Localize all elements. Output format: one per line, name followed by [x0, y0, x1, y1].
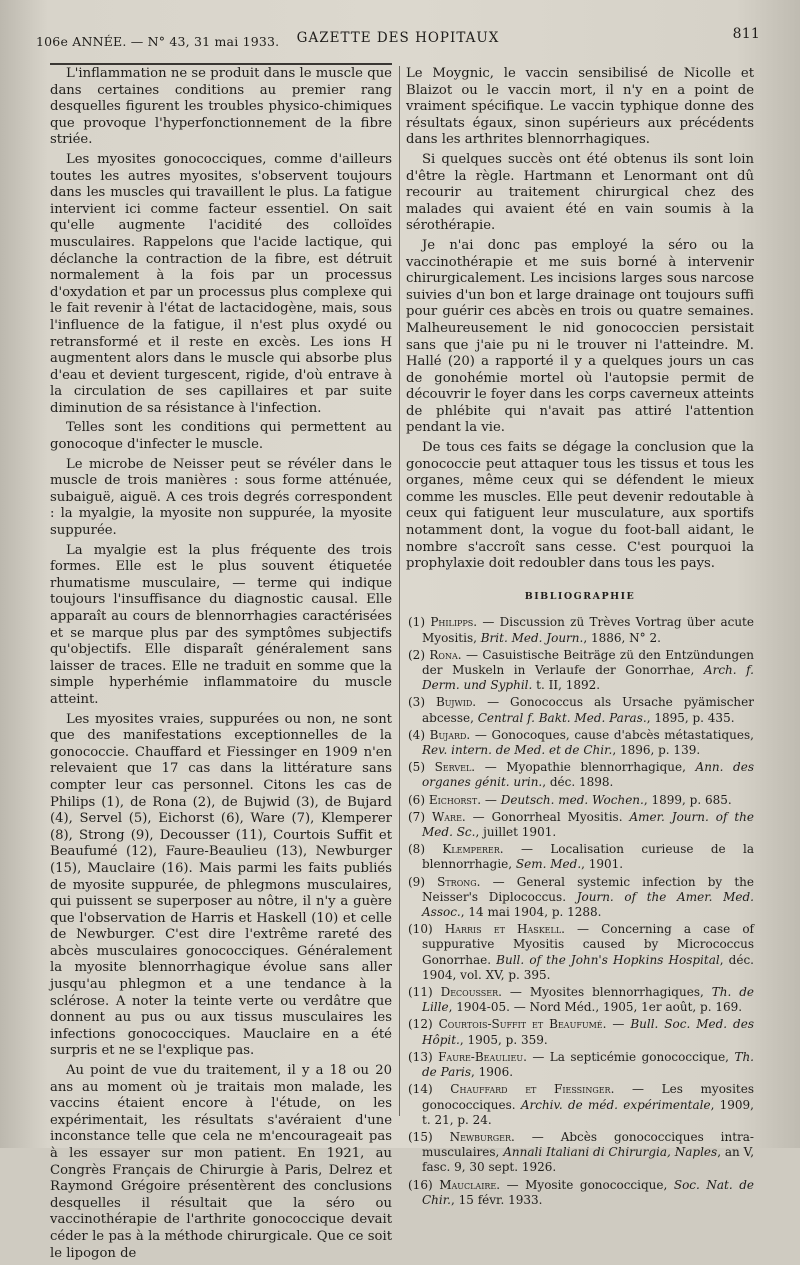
ref-source: Bull. of the John's Hopkins Hospital [496, 952, 720, 967]
ref-number: (4) [408, 727, 425, 742]
ref-author: Ware. [431, 809, 466, 824]
ref-tail: , 1905, p. 359. [459, 1032, 548, 1047]
ref-tail: , 1909, t. 21, p. 24. [422, 1097, 755, 1127]
bibliography-entry [406, 842, 754, 872]
ref-text: — Myosites blennorrhagiques, [501, 985, 712, 1000]
bibliography-entry [406, 728, 754, 758]
bibliography-entry [406, 1017, 754, 1047]
ref-source: Soc. Nat. de Chir. [422, 1177, 754, 1207]
ref-text: — Myosite gonococcique, [500, 1177, 674, 1192]
ref-source: Brit. Med. Journ. [480, 630, 584, 645]
ref-author: Chauffard et Fiessinger. [450, 1082, 615, 1097]
ref-text: — Abcès gonococciques intra-musculaires, [422, 1129, 754, 1160]
bibliography-entry [406, 922, 754, 983]
ref-author: Rona. [429, 647, 462, 662]
column-divider [399, 66, 400, 1116]
ref-number: (15) [408, 1129, 433, 1144]
header-rule [50, 63, 392, 65]
ref-author: Bujard. [429, 727, 471, 742]
ref-text: — La septicémie gonococcique, [526, 1049, 735, 1064]
ref-text: — Localisation curieuse de la blennorrhagie, [422, 842, 754, 872]
ref-tail: , 1896, p. 139. [612, 743, 701, 758]
bibliography-entry [406, 810, 754, 840]
ref-number: (3) [408, 695, 425, 710]
paragraph: Si quelques succès ont été obtenus ils sont loin d'être la règle. Hartmann et Lenormant ont dû recourir au traitement chirurgical chez des malades qui avaient été en vain soumis à la sérothérapie. [406, 151, 754, 234]
ref-tail: , déc. 1904, vol. XV, p. 395. [422, 952, 754, 982]
bibliography-entry [406, 793, 754, 808]
paragraph: La myalgie est la plus fréquente des trois formes. Elle est le plus souvent étiquetée rhumatisme musculaire, — terme qui indique toujours l'insuffisance du diagnostic causal. Elle apparaît au cours de blennorrhagies caractérisées et se marque plus par des symptômes subjectifs qu'objectifs. Elle disparaît généralement sans laisser de traces. Elle ne traduit en somme que la simple hyperhémie inflammatoire du muscle atteint. [50, 542, 392, 707]
bibliography-entry [406, 875, 754, 921]
page-number: 811 [732, 26, 760, 42]
ref-number: (13) [408, 1049, 433, 1064]
ref-author: Philipps. [430, 615, 478, 630]
ref-text: — [481, 792, 501, 807]
issue-info: 106e ANNÉE. — N° 43, 31 mai 1933. [36, 34, 280, 49]
ref-author: Harris et Haskell. [444, 922, 565, 937]
ref-number: (5) [408, 760, 425, 775]
ref-source: Amer. Journ. of the Med. Sc. [422, 809, 754, 840]
paragraph: Les myosites vraies, suppurées ou non, ne sont que des manifestations exceptionnelles de la gonococcie. Chauffard et Fiessinger en 1909 n'en relevaient que 17 cas dans la littérature sans compter leur cas personnel. Citons les cas de Philips (1), de Rona (2), de Bujwid (3), de Bujard (4), Servel (5), Eichorst (6), Ware (7), Klemperer (8), Strong (9), Decousser (11), Courtois Suffit et Beaufumé (12), Faure-Beaulieu (13), Newburger (15), Mauclaire (16). Mais parmi les faits publiés de myosite suppurée, de phlegmons musculaires, qui puissent se superposer au nôtre, il n'y a guère que l'observation de Harris et Haskell (10) et celle de Newburger. C'est dire l'extrême rareté des abcès musculaires gonococciques. Généralement la myosite blennorrhagique évolue sans aller jusqu'au phlegmon et a une tendance à la sclérose. A noter la teinte verte ou verdâtre que donnent au pus ou aux tissus musculaires les infections gonococciques. Mauclaire en a été surpris et ne se l'explique pas. [50, 711, 392, 1059]
ref-tail: , 15 févr. 1933. [450, 1192, 543, 1207]
paragraph: Les myosites gonococciques, comme d'ailleurs toutes les autres myosites, s'observent toujours dans les muscles qui travaillent le plus. La fatigue intervient ici comme facteur essentiel. On sait qu'elle augmente l'acidité des colloïdes musculaires. Rappelons que l'acide lactique, qui déclanche la contraction de la fibre, est détruit normalement à la fois par un processus d'oxydation et par un processus plus complexe qui le fait revenir à l'état de lactacidogène, mais, sous l'influence de la fatigue, il n'est plus oxydé ou retransformé et il reste en excès. Les ions H augmentent alors dans le muscle qui absorbe plus d'eau et devient turgescent, rigide, d'où entrave à la circulation de ses capillaires et par suite diminution de sa résistance à l'infection. [50, 151, 392, 416]
ref-source: Sem. Med. [515, 857, 582, 872]
bibliography-list [406, 615, 754, 1208]
bibliography-entry [406, 695, 754, 725]
ref-number: (7) [408, 809, 425, 824]
ref-tail: , déc. 1898. [542, 775, 614, 790]
journal-title: GAZETTE DES HOPITAUX [296, 30, 500, 46]
paragraph: Telles sont les conditions qui permettent au gonocoque d'infecter le muscle. [50, 420, 392, 453]
ref-author: Bujwid. [435, 695, 477, 710]
ref-text: — Gonococcus als Ursache pyämischer abcesse, [422, 695, 754, 725]
ref-number: (11) [408, 985, 433, 1000]
bibliography-entry [406, 648, 754, 694]
ref-tail: , 1899, p. 685. [643, 792, 732, 807]
bibliography-entry [406, 1082, 754, 1128]
right-column [406, 66, 754, 1210]
ref-tail: t. II, 1892. [532, 678, 601, 693]
ref-text: — Concerning a case of suppurative Myositis caused by Micrococcus Gonorrhae. [422, 922, 754, 967]
bibliography-entry [406, 1178, 754, 1208]
paragraph: L'inflammation ne se produit dans le muscle que dans certaines conditions au premier rang desquelles figurent les troubles physico-chimiques que provoque l'hyperfonctionnement de la fibre striée. [50, 66, 392, 148]
ref-text: — Casuistische Beiträge zü den Entzündungen der Muskeln in Verlaufe der Gonorrhae, [422, 647, 754, 678]
ref-author: Eichorst. [428, 792, 482, 807]
paragraph: De tous ces faits se dégage la conclusion que la gonococcie peut attaquer tous les tissus et tous les organes, même ceux qui se défendent le mieux comme les muscles. Elle peut devenir redoutable à ceux qui fatiguent leur musculature, aux sportifs notamment dont, la vogue du foot-ball aidant, le nombre s'accroît sans cesse. C'est pourquoi la prophylaxie doit redoubler dans tous les pays. [406, 440, 754, 572]
ref-number: (14) [408, 1082, 433, 1097]
ref-number: (16) [408, 1177, 433, 1192]
ref-author: Courtois-Suffit et Beaufumé. [438, 1017, 607, 1032]
ref-text: — [606, 1017, 631, 1032]
bibliography-entry [406, 1050, 754, 1080]
ref-author: Newburger. [449, 1129, 515, 1144]
running-header [36, 26, 760, 54]
ref-number: (9) [408, 874, 425, 889]
ref-source: Rev. intern. de Med. et de Chir. [422, 743, 613, 758]
ref-tail: , 1901. [581, 857, 624, 872]
ref-tail: , juillet 1901. [475, 825, 557, 840]
ref-author: Decousser. [440, 985, 502, 1000]
ref-source: Th. de Lille [422, 985, 754, 1015]
ref-text: — Discussion zü Trèves Vortrag über acute Myositis, [422, 615, 754, 645]
bibliography-title: BIBLIOGRAPHIE [524, 590, 636, 602]
ref-source: Bull. Soc. Med. des Hôpit. [422, 1017, 754, 1047]
ref-source: Th. de Paris [422, 1049, 754, 1080]
ref-text: — Gonocoques, cause d'abcès métastatiques, [470, 727, 754, 742]
ref-author: Klemperer. [442, 842, 504, 857]
paragraph: Le Moygnic, le vaccin sensibilisé de Nicolle et Blaizot ou le vaccin mort, il n'y en a point de vraiment spécifique. Le vaccin typhique donne des résultats égaux, sinon supérieurs aux précédents dans les arthrites blennorrhagiques. [406, 66, 754, 148]
ref-source: Arch. f. Derm. und Syphil. [422, 663, 754, 693]
ref-number: (8) [408, 842, 425, 857]
ref-tail: , 1886, N° 2. [583, 630, 661, 645]
ref-number: (6) [408, 792, 425, 807]
ref-author: Strong. [437, 874, 481, 889]
ref-tail: , 1904-05. — Nord Méd., 1905, 1er août, p. 169. [448, 1000, 743, 1015]
paragraph: Au point de vue du traitement, il y a 18 ou 20 ans au moment où je traitais mon malade, les vaccins étaient encore à l'étude, on les expérimentait, les résultats s'avéraient d'une inconstance telle que cela ne m'encourageait pas à les essayer sur mon patient. En 1921, au Congrès Français de Chirurgie à Paris, Delrez et Raymond Grégoire présentèrent des conclusions desquelles il résultait que la séro ou vaccinothérapie de l'arthrite gonococcique devait céder le pas à la méthode chirurgicale. Que ce soit le lipogon de [50, 1063, 392, 1261]
ref-source: Archiv. de méd. expérimentale [520, 1097, 711, 1112]
ref-author: Faure-Beaulieu. [438, 1049, 527, 1064]
ref-text: — Gonorrheal Myositis. [465, 809, 630, 824]
paragraph: Le microbe de Neisser peut se révéler dans le muscle de trois manières : sous forme atténuée, subaiguë, aiguë. A ces trois degrés correspondent : la myalgie, la myosite non suppurée, la myosite suppurée. [50, 456, 392, 539]
bibliography-entry [406, 760, 754, 790]
ref-number: (10) [408, 922, 433, 937]
bibliography-entry [406, 985, 754, 1015]
ref-tail: , 1906. [471, 1065, 514, 1080]
left-column [50, 66, 392, 1265]
ref-tail: , 14 mai 1904, p. 1288. [460, 905, 602, 920]
ref-source: Deutsch. med. Wochen. [500, 792, 644, 807]
ref-source: Annali Italiani di Chirurgia, Naples [503, 1145, 718, 1160]
ref-text: — General systemic infection by the Neisser's Diplococcus. [422, 874, 754, 904]
ref-number: (1) [408, 615, 425, 630]
ref-text: — Les myosites gonococciques. [422, 1082, 754, 1112]
ref-number: (2) [408, 647, 425, 662]
ref-text: — Myopathie blennorrhagique, [475, 760, 696, 775]
ref-source: Central f. Bakt. Med. Paras. [477, 710, 647, 725]
ref-author: Mauclaire. [439, 1177, 501, 1192]
bibliography-entry [406, 1130, 754, 1176]
ref-author: Servel. [434, 760, 476, 775]
ref-tail: , 1895, p. 435. [646, 710, 735, 725]
paragraph: Je n'ai donc pas employé la séro ou la vaccinothérapie et me suis borné à intervenir chirurgicalement. Les incisions larges sous narcose suivies d'un bon et large drainage ont toujours suffi pour guérir ces abcès en trois ou quatre semaines. Malheureusement le nid gonococcien persistait sans que j'aie pu ni le trouver ni l'atteindre. M. Hallé (20) a rapporté il y a quelques jours un cas de gonohémie mortel où l'autopsie permit de découvrir le foyer dans les corps caverneux atteints de phlébite qui n'avait pas attiré l'attention pendant la vie. [406, 237, 754, 436]
ref-tail: , an V, fasc. 9, 30 sept. 1926. [422, 1145, 755, 1175]
ref-number: (12) [408, 1017, 433, 1032]
ref-source: Journ. of the Amer. Med. Assoc. [422, 889, 754, 920]
ref-source: Ann. des organes génit. urin. [422, 760, 754, 790]
bibliography-entry [406, 615, 754, 645]
